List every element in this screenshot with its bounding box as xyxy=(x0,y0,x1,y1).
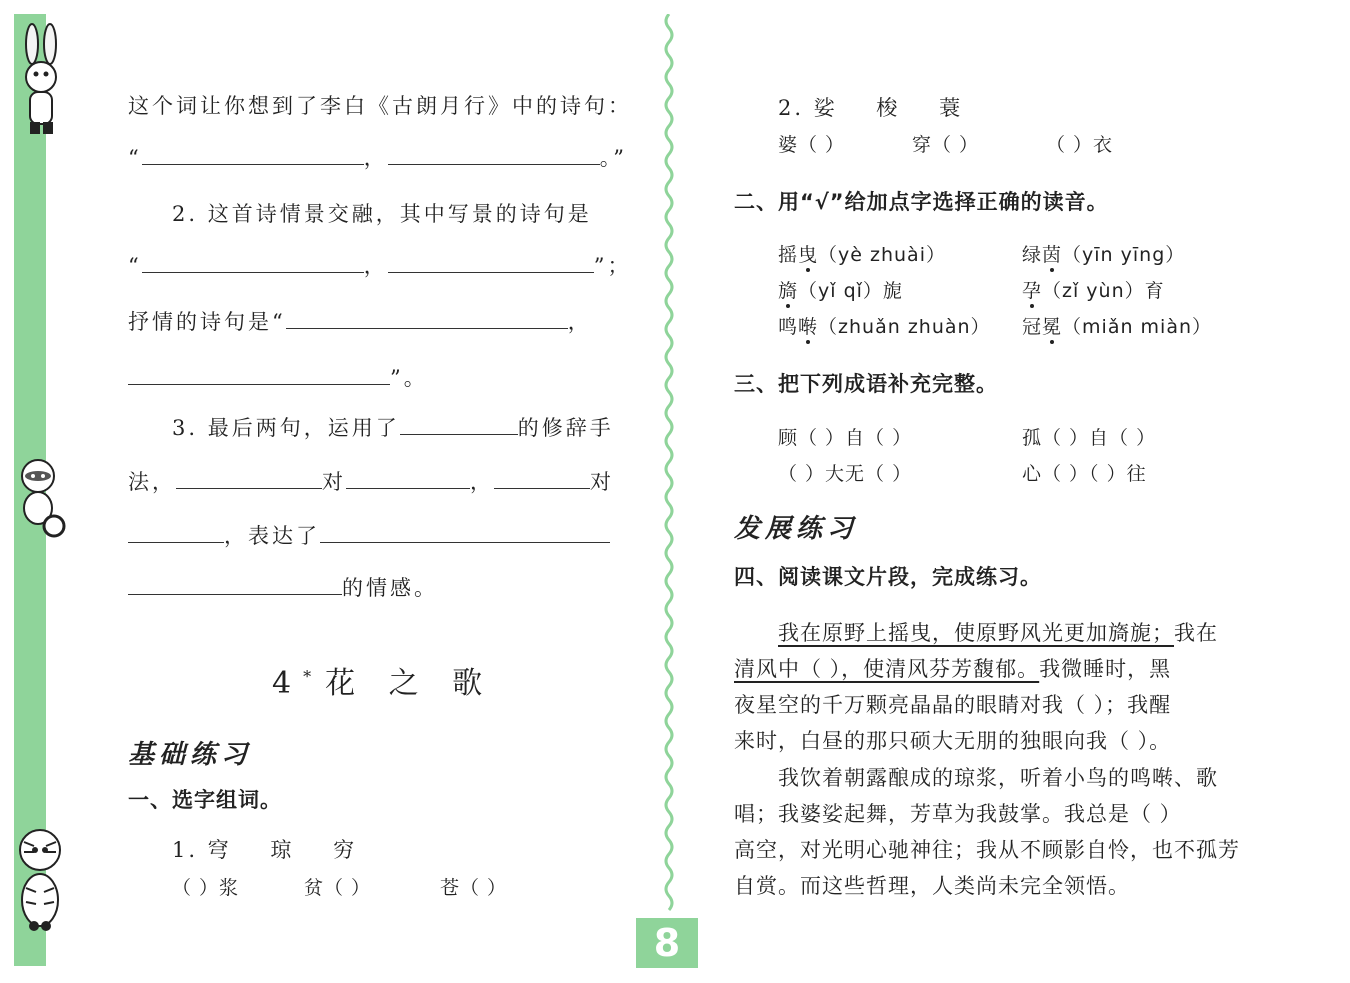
idiom-item[interactable]: 心（ ）（ ）往 xyxy=(1022,463,1147,485)
section-development-title: 发展练习 xyxy=(734,514,859,544)
exercise-1-item-2-chars: 2. 娑 梭 蓑 xyxy=(778,96,964,120)
exercise-3-title: 三、把下列成语补充完整。 xyxy=(734,372,998,396)
answer-blank[interactable] xyxy=(142,252,364,273)
ex1-word-2[interactable]: 贫（ ） xyxy=(304,877,372,899)
pinyin-item[interactable]: 绿茵（yīn yīng） xyxy=(1022,244,1186,266)
passage-line-1: 我在原野上摇曳，使原野风光更加旖旎；我在 xyxy=(778,621,1218,645)
q3-line-2: 法， 对 ， 对 xyxy=(128,470,614,494)
passage-line-7: 高空，对光明心驰神往；我从不顾影自怜，也不孤芳 xyxy=(734,838,1240,862)
answer-blank[interactable] xyxy=(494,468,590,489)
ex1-item2-word-3[interactable]: （ ）衣 xyxy=(1046,134,1114,156)
answer-blank[interactable] xyxy=(176,468,322,489)
q3-line-3: ，表达了 xyxy=(128,520,610,550)
answer-blank[interactable] xyxy=(388,144,600,165)
passage-line-3: 夜星空的千万颗亮晶晶的眼睛对我（ ）；我醒 xyxy=(734,693,1172,717)
pinyin-item[interactable]: 冠冕（miǎn miàn） xyxy=(1022,316,1213,338)
answer-blank[interactable] xyxy=(142,144,364,165)
raccoon-mascot-icon xyxy=(10,450,68,542)
tiger-mascot-icon xyxy=(10,822,68,940)
exercise-2-title: 二、用“√”给加点字选择正确的读音。 xyxy=(734,190,1109,214)
q1-answer-line: “ ， 。” xyxy=(128,146,627,170)
answer-blank[interactable] xyxy=(400,414,518,435)
ex1-item2-word-1[interactable]: 婆（ ） xyxy=(778,134,846,156)
q2-text: 2. 这首诗情景交融，其中写景的诗句是 xyxy=(172,202,592,226)
exercise-4-title: 四、阅读课文片段，完成练习。 xyxy=(734,565,1042,589)
q1-tail-text: 这个词让你想到了李白《古朗月行》中的诗句： xyxy=(128,94,632,118)
idiom-item[interactable]: （ ）大无（ ） xyxy=(778,463,913,485)
idiom-item[interactable]: 孤（ ）自（ ） xyxy=(1022,427,1157,449)
rabbit-mascot-icon xyxy=(10,22,68,140)
lesson-title: 4* 花 之 歌 xyxy=(272,666,495,701)
answer-blank[interactable] xyxy=(320,522,610,543)
pinyin-item[interactable]: 旖（yǐ qǐ）旎 xyxy=(778,280,903,302)
passage-line-5: 我饮着朝露酿成的琼浆，听着小鸟的鸣啭、歌 xyxy=(778,766,1218,790)
answer-blank[interactable] xyxy=(128,574,342,595)
ex1-item2-word-2[interactable]: 穿（ ） xyxy=(912,134,980,156)
pinyin-item[interactable]: 鸣啭（zhuǎn zhuàn） xyxy=(778,316,991,338)
section-basic-title: 基础练习 xyxy=(128,740,253,770)
answer-blank[interactable] xyxy=(388,252,594,273)
answer-blank[interactable] xyxy=(128,522,224,543)
idiom-item[interactable]: 顾（ ）自（ ） xyxy=(778,427,913,449)
page-number: 8 xyxy=(636,918,698,968)
ex1-word-3[interactable]: 苍（ ） xyxy=(440,877,508,899)
answer-blank[interactable] xyxy=(286,308,568,329)
passage-line-8: 自赏。而这些哲理，人类尚未完全领悟。 xyxy=(734,874,1130,898)
answer-blank[interactable] xyxy=(346,468,470,489)
answer-blank[interactable] xyxy=(128,364,390,385)
q2-answer-line: “ ， ”； xyxy=(128,254,632,278)
q2-lyric-line-2: ”。 xyxy=(128,362,428,392)
exercise-1-item-1-chars: 1. 穹 琼 穷 xyxy=(172,838,358,862)
passage-line-2: 清风中（ ），使清风芬芳馥郁。我微睡时，黑 xyxy=(734,657,1172,681)
q2-lyric-line: 抒情的诗句是“ ， xyxy=(128,310,592,334)
passage-line-6: 唱；我婆娑起舞，芳草为我鼓掌。我总是（ ） xyxy=(734,802,1182,826)
ex1-word-1[interactable]: （ ）浆 xyxy=(172,877,240,899)
exercise-1-title: 一、选字组词。 xyxy=(128,788,282,812)
pinyin-item[interactable]: 摇曳（yè zhuài） xyxy=(778,244,946,266)
passage-line-4: 来时，白昼的那只硕大无朋的独眼向我（ ）。 xyxy=(734,729,1172,753)
q3-text: 3. 最后两句，运用了 的修辞手 xyxy=(172,416,614,440)
q3-line-4: 的情感。 xyxy=(128,572,438,602)
spine-wave-divider xyxy=(662,14,676,914)
pinyin-item[interactable]: 孕（zǐ yùn）育 xyxy=(1022,280,1165,302)
